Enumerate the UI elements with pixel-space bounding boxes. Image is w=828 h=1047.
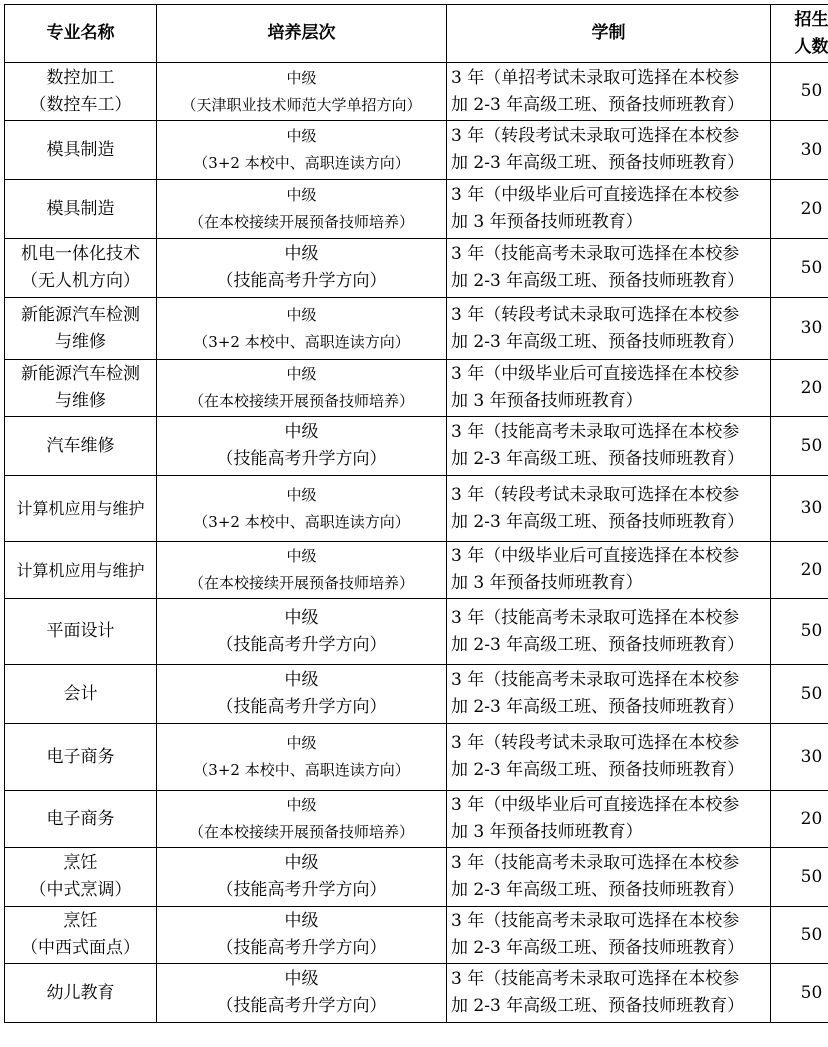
system-cell: [447, 360, 771, 417]
level-line1: 中级: [284, 670, 319, 690]
system-line1: 3 年（中级毕业后可直接选择在本校参: [451, 546, 740, 566]
major-line1: 汽车维修: [46, 435, 115, 456]
system-cell: [447, 599, 771, 665]
level-line1: 中级: [284, 422, 319, 442]
major-cell: [5, 791, 157, 848]
level-line1: 中级: [286, 186, 317, 204]
major-cell: [5, 724, 157, 791]
count-cell: 20: [771, 180, 828, 239]
level-cell: [157, 63, 447, 121]
major-line2: 与维修: [55, 331, 106, 352]
header-row: [5, 5, 828, 63]
system-line2: 加 2-3 年高级工班、预备技师班教育）: [451, 634, 745, 655]
count-cell: 50: [771, 964, 828, 1023]
table-row: [5, 476, 828, 542]
major-line1: 电子商务: [46, 746, 115, 767]
major-line1: 模具制造: [46, 198, 115, 219]
system-line1: 3 年（技能高考未录取可选择在本校参: [451, 244, 740, 264]
header-major: 专业名称: [5, 5, 157, 63]
level-cell: [157, 360, 447, 417]
system-line2: 加 2-3 年高级工班、预备技师班教育）: [451, 153, 745, 173]
system-line1: 3 年（技能高考未录取可选择在本校参: [451, 853, 740, 873]
header-level: 培养层次: [157, 5, 447, 63]
level-line2: （3+2 本校中、高职连读方向）: [193, 154, 410, 172]
major-line1: 电子商务: [46, 808, 115, 829]
level-line2: （技能高考升学方向）: [216, 271, 387, 291]
major-line2: 与维修: [55, 391, 106, 411]
system-cell: [447, 665, 771, 724]
system-line2: 加 2-3 年高级工班、预备技师班教育）: [451, 331, 745, 352]
table-row: [5, 724, 828, 791]
major-line1: 平面设计: [46, 621, 115, 641]
level-cell: [157, 542, 447, 599]
count-cell: 50: [771, 848, 828, 907]
major-line1: 机电一体化技术: [21, 244, 140, 264]
system-cell: [447, 298, 771, 360]
level-cell: [157, 724, 447, 791]
level-cell: [157, 417, 447, 476]
count-cell: 50: [771, 63, 828, 121]
system-line2: 加 2-3 年高级工班、预备技师班教育）: [451, 449, 745, 469]
table-row: [5, 121, 828, 180]
level-line1: 中级: [286, 734, 317, 752]
table-row: [5, 907, 828, 964]
table-row: [5, 599, 828, 665]
level-line1: 中级: [286, 305, 317, 324]
level-cell: [157, 180, 447, 239]
system-cell: [447, 476, 771, 542]
level-cell: [157, 907, 447, 964]
table-row: [5, 180, 828, 239]
major-cell: [5, 964, 157, 1023]
system-cell: [447, 417, 771, 476]
level-line2: （技能高考升学方向）: [216, 697, 387, 717]
system-line1: 3 年（中级毕业后可直接选择在本校参: [451, 185, 740, 205]
major-line1: 计算机应用与维护: [16, 560, 145, 580]
table-row: [5, 298, 828, 360]
system-cell: [447, 63, 771, 121]
level-line1: 中级: [284, 911, 319, 931]
system-line2: 加 2-3 年高级工班、预备技师班教育）: [451, 271, 745, 291]
level-cell: [157, 791, 447, 848]
major-line1: 模具制造: [46, 139, 115, 160]
count-cell: 30: [771, 476, 828, 542]
system-cell: [447, 964, 771, 1023]
system-line1: 3 年（转段考试未录取可选择在本校参: [451, 304, 740, 325]
major-cell: [5, 599, 157, 665]
level-line1: 中级: [284, 853, 319, 873]
system-line2: 加 2-3 年高级工班、预备技师班教育）: [451, 511, 745, 532]
major-cell: [5, 542, 157, 599]
major-line1: 计算机应用与维护: [16, 499, 145, 518]
system-line1: 3 年（单招考试未录取可选择在本校参: [451, 67, 740, 88]
level-cell: [157, 476, 447, 542]
major-cell: [5, 907, 157, 964]
level-cell: [157, 848, 447, 907]
level-line1: 中级: [284, 607, 319, 628]
table-body: [5, 63, 828, 1023]
level-line2: （在本校接续开展预备技师培养）: [188, 213, 414, 231]
system-cell: [447, 907, 771, 964]
count-cell: 50: [771, 239, 828, 298]
table-row: [5, 848, 828, 907]
count-cell: 20: [771, 360, 828, 417]
level-line2: （在本校接续开展预备技师培养）: [188, 392, 414, 410]
level-line1: 中级: [286, 127, 317, 145]
major-cell: [5, 360, 157, 417]
level-line1: 中级: [284, 244, 319, 264]
major-cell: [5, 848, 157, 907]
system-cell: [447, 724, 771, 791]
table-row: [5, 665, 828, 724]
system-line1: 3 年（转段考试未录取可选择在本校参: [451, 126, 740, 146]
system-line2: 加 2-3 年高级工班、预备技师班教育）: [451, 697, 745, 717]
major-line1: 新能源汽车检测: [21, 304, 140, 325]
level-line1: 中级: [286, 796, 317, 814]
system-line1: 3 年（技能高考未录取可选择在本校参: [451, 969, 740, 989]
system-line1: 3 年（技能高考未录取可选择在本校参: [451, 607, 740, 628]
table-row: [5, 964, 828, 1023]
system-cell: [447, 121, 771, 180]
system-line2: 加 3 年预备技师班教育）: [451, 391, 643, 411]
system-line2: 加 3 年预备技师班教育）: [451, 573, 643, 593]
table-row: [5, 791, 828, 848]
major-cell: [5, 121, 157, 180]
major-line1: 幼儿教育: [46, 982, 115, 1003]
table-row: [5, 63, 828, 121]
system-line1: 3 年（技能高考未录取可选择在本校参: [451, 422, 740, 442]
count-cell: 50: [771, 599, 828, 665]
system-line2: 加 2-3 年高级工班、预备技师班教育）: [451, 880, 745, 900]
system-line2: 加 2-3 年高级工班、预备技师班教育）: [451, 938, 745, 958]
major-line2: （无人机方向）: [21, 271, 140, 291]
major-line2: （中式烹调）: [29, 880, 132, 900]
level-line2: （天津职业技术师范大学单招方向）: [181, 95, 422, 114]
level-line2: （3+2 本校中、高职连读方向）: [193, 512, 410, 531]
level-line2: （技能高考升学方向）: [216, 938, 387, 958]
level-cell: [157, 298, 447, 360]
count-cell: 20: [771, 542, 828, 599]
level-line2: （3+2 本校中、高职连读方向）: [193, 761, 410, 779]
major-line1: 新能源汽车检测: [21, 364, 140, 384]
major-line1: 烹饪: [63, 911, 98, 931]
level-cell: [157, 964, 447, 1023]
system-line2: 加 2-3 年高级工班、预备技师班教育）: [451, 996, 745, 1016]
table-row: [5, 542, 828, 599]
system-cell: [447, 791, 771, 848]
major-line2: （中西式面点）: [21, 938, 140, 958]
level-line2: （技能高考升学方向）: [216, 634, 387, 655]
major-cell: [5, 417, 157, 476]
system-line1: 3 年（技能高考未录取可选择在本校参: [451, 670, 740, 690]
header-system: 学制: [447, 5, 771, 63]
count-cell: 50: [771, 665, 828, 724]
count-cell: 50: [771, 417, 828, 476]
level-cell: [157, 665, 447, 724]
level-cell: [157, 239, 447, 298]
major-cell: [5, 63, 157, 121]
major-cell: [5, 180, 157, 239]
major-line2: （数控车工）: [29, 94, 132, 115]
header-count: [771, 5, 828, 63]
level-line1: 中级: [286, 485, 317, 504]
count-cell: 30: [771, 298, 828, 360]
table-row: [5, 239, 828, 298]
system-cell: [447, 848, 771, 907]
level-line2: （在本校接续开展预备技师培养）: [188, 574, 414, 592]
system-cell: [447, 180, 771, 239]
level-line1: 中级: [286, 68, 317, 87]
system-line2: 加 2-3 年高级工班、预备技师班教育）: [451, 94, 745, 115]
system-cell: [447, 239, 771, 298]
system-line2: 加 2-3 年高级工班、预备技师班教育）: [451, 760, 745, 780]
system-line2: 加 3 年预备技师班教育）: [451, 212, 643, 232]
level-line1: 中级: [286, 365, 317, 383]
major-cell: [5, 476, 157, 542]
header-count-line1: 招生: [794, 9, 828, 30]
major-cell: [5, 665, 157, 724]
enrollment-table: [4, 4, 828, 1023]
system-line2: 加 3 年预备技师班教育）: [451, 822, 643, 842]
major-line1: 会计: [63, 683, 98, 704]
level-cell: [157, 599, 447, 665]
major-line1: 数控加工: [46, 67, 115, 88]
system-cell: [447, 542, 771, 599]
major-cell: [5, 298, 157, 360]
system-line1: 3 年（转段考试未录取可选择在本校参: [451, 733, 740, 753]
count-cell: 50: [771, 907, 828, 964]
count-cell: 30: [771, 121, 828, 180]
level-line2: （技能高考升学方向）: [216, 880, 387, 900]
system-line1: 3 年（技能高考未录取可选择在本校参: [451, 911, 740, 931]
count-cell: 30: [771, 724, 828, 791]
major-line1: 烹饪: [63, 853, 98, 873]
level-line1: 中级: [284, 969, 319, 989]
header-count-line2: 人数: [794, 36, 828, 57]
level-cell: [157, 121, 447, 180]
level-line2: （技能高考升学方向）: [216, 996, 387, 1016]
system-line1: 3 年（转段考试未录取可选择在本校参: [451, 484, 740, 505]
system-line1: 3 年（中级毕业后可直接选择在本校参: [451, 795, 740, 815]
count-cell: 20: [771, 791, 828, 848]
system-line1: 3 年（中级毕业后可直接选择在本校参: [451, 364, 740, 384]
table-row: [5, 360, 828, 417]
level-line2: （在本校接续开展预备技师培养）: [188, 823, 414, 841]
table-row: [5, 417, 828, 476]
level-line2: （3+2 本校中、高职连读方向）: [193, 332, 410, 351]
level-line2: （技能高考升学方向）: [216, 449, 387, 469]
major-cell: [5, 239, 157, 298]
level-line1: 中级: [286, 547, 317, 565]
